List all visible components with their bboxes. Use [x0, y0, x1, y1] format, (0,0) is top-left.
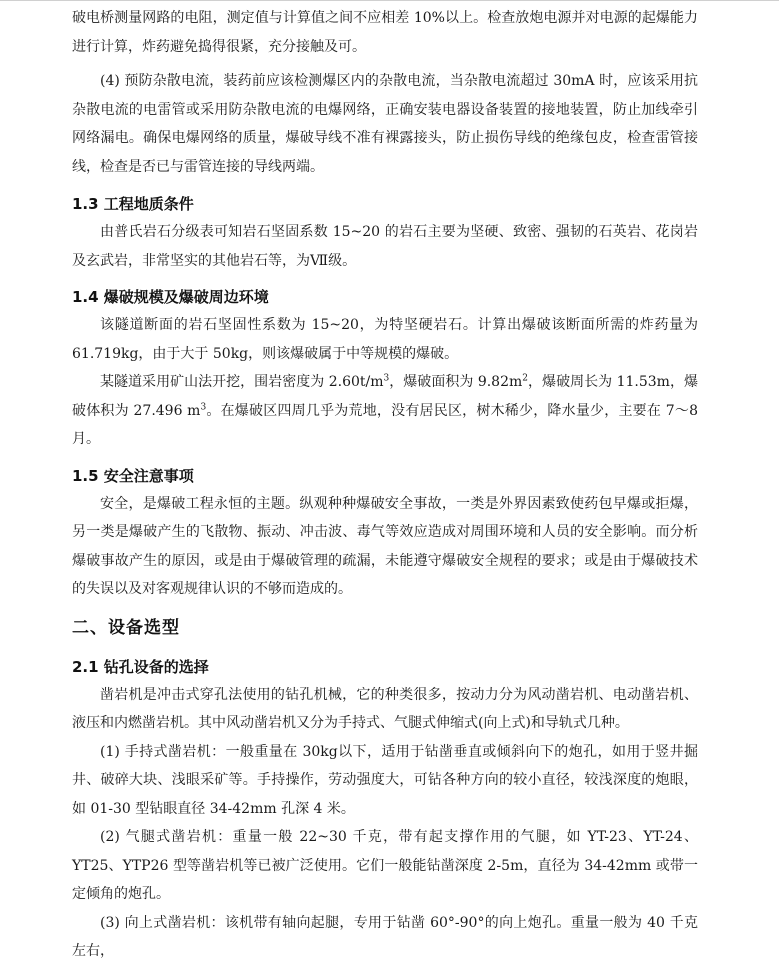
sup-1: 3 [383, 373, 390, 384]
paragraph-handheld-drill: (1) 手持式凿岩机：一般重量在 30kg以下，适用于钻凿垂直或倾斜向下的炮孔，如用于竖井掘井、破碎大块、浅眼采矿等。手持操作，劳动强度大，可钻各种方向的较小直径，较浅深度的炮眼，如 01-30 型钻眼直径 34-42mm 孔深 4 米。 [72, 743, 698, 817]
env-text-2: ，爆破面积为 9.82m [389, 374, 523, 390]
env-text-1: 某隧道采用矿山法开挖，围岩密度为 2.60t/m [100, 374, 384, 390]
paragraph-airleg-drill: (2) 气腿式凿岩机：重量一般 22~30 千克，带有起支撑作用的气腿，如 YT-23、YT-24、YT25、YTP26 型等凿岩机等已被广泛使用。它们一般能钻凿深度 2-5m，直径为 34-42mm 或带一定倾角的炮孔。 [72, 829, 698, 902]
sup-2: 2 [522, 373, 529, 384]
paragraph-scale: 该隧道断面的岩石坚固性系数为 15~20，为特坚硬岩石。计算出爆破该断面所需的炸药量为 61.719kg，由于大于 50kg，则该爆破属于中等规模的爆破。 [72, 317, 698, 362]
page-top-border [0, 0, 779, 1]
env-text-4: 。在爆破区四周几乎为荒地，没有居民区，树木稀少，降水量少，主要在 7～8 月。 [72, 402, 699, 447]
paragraph-geology: 由普氏岩石分级表可知岩石坚固系数 15~20 的岩石主要为坚硬、致密、强韧的石英岩、花岗岩及玄武岩，非常坚实的其他岩石等，为Ⅶ级。 [72, 224, 698, 269]
heading-chapter-2: 二、设备选型 [72, 617, 180, 638]
env-text-3: ，爆破周长为 11.53m，爆破体积为 27.496 m [72, 374, 698, 419]
paragraph-continued: 破电桥测量网路的电阻，测定值与计算值之间不应相差 10%以上。检查放炮电源并对电源的起爆能力进行计算，炸药避免捣得很紧，充分接触及可。 [72, 10, 698, 55]
heading-1-3: 1.3 工程地质条件 [72, 195, 194, 213]
paragraph-environment [72, 368, 698, 454]
paragraph-drill-intro: 凿岩机是冲击式穿孔法使用的钻孔机械，它的种类很多，按动力分为风动凿岩机、电动凿岩机、液压和内燃凿岩机。其中风动凿岩机又分为手持式、气腿式伸缩式(向上式)和导轨式几种。 [72, 686, 698, 731]
paragraph-safety: 安全，是爆破工程永恒的主题。纵观种种爆破安全事故，一类是外界因素致使药包早爆或拒爆，另一类是爆破产生的飞散物、振动、冲击波、毒气等效应造成对周围环境和人员的安全影响。而分析爆破事故产生的原因，或是由于爆破管理的疏漏，未能遵守爆破安全规程的要求；或是由于爆破技术的失误以及对客观规律认识的不够而造成的。 [72, 495, 698, 597]
heading-1-4: 1.4 爆破规模及爆破周边环境 [72, 288, 269, 306]
sup-3: 3 [200, 401, 207, 412]
heading-2-1: 2.1 钻孔设备的选择 [72, 657, 209, 676]
heading-1-5: 1.5 安全注意事项 [72, 466, 194, 485]
paragraph-stray-current: (4) 预防杂散电流，装药前应该检测爆区内的杂散电流，当杂散电流超过 30mA 时，应该采用抗杂散电流的电雷管或采用防杂散电流的电爆网络，正确安装电器设备装置的接地装置，防止加线牵引网络漏电。确保电爆网络的质量，爆破导线不准有裸露接头，防止损伤导线的绝缘包皮，检查雷管接线，检查是否已与雷管连接的导线两端。 [72, 73, 698, 175]
document-page [72, 4, 698, 966]
paragraph-stoper-drill: (3) 向上式凿岩机：该机带有轴向起腿，专用于钻凿 60°-90°的向上炮孔。重量一般为 40 千克左右， [72, 914, 698, 959]
